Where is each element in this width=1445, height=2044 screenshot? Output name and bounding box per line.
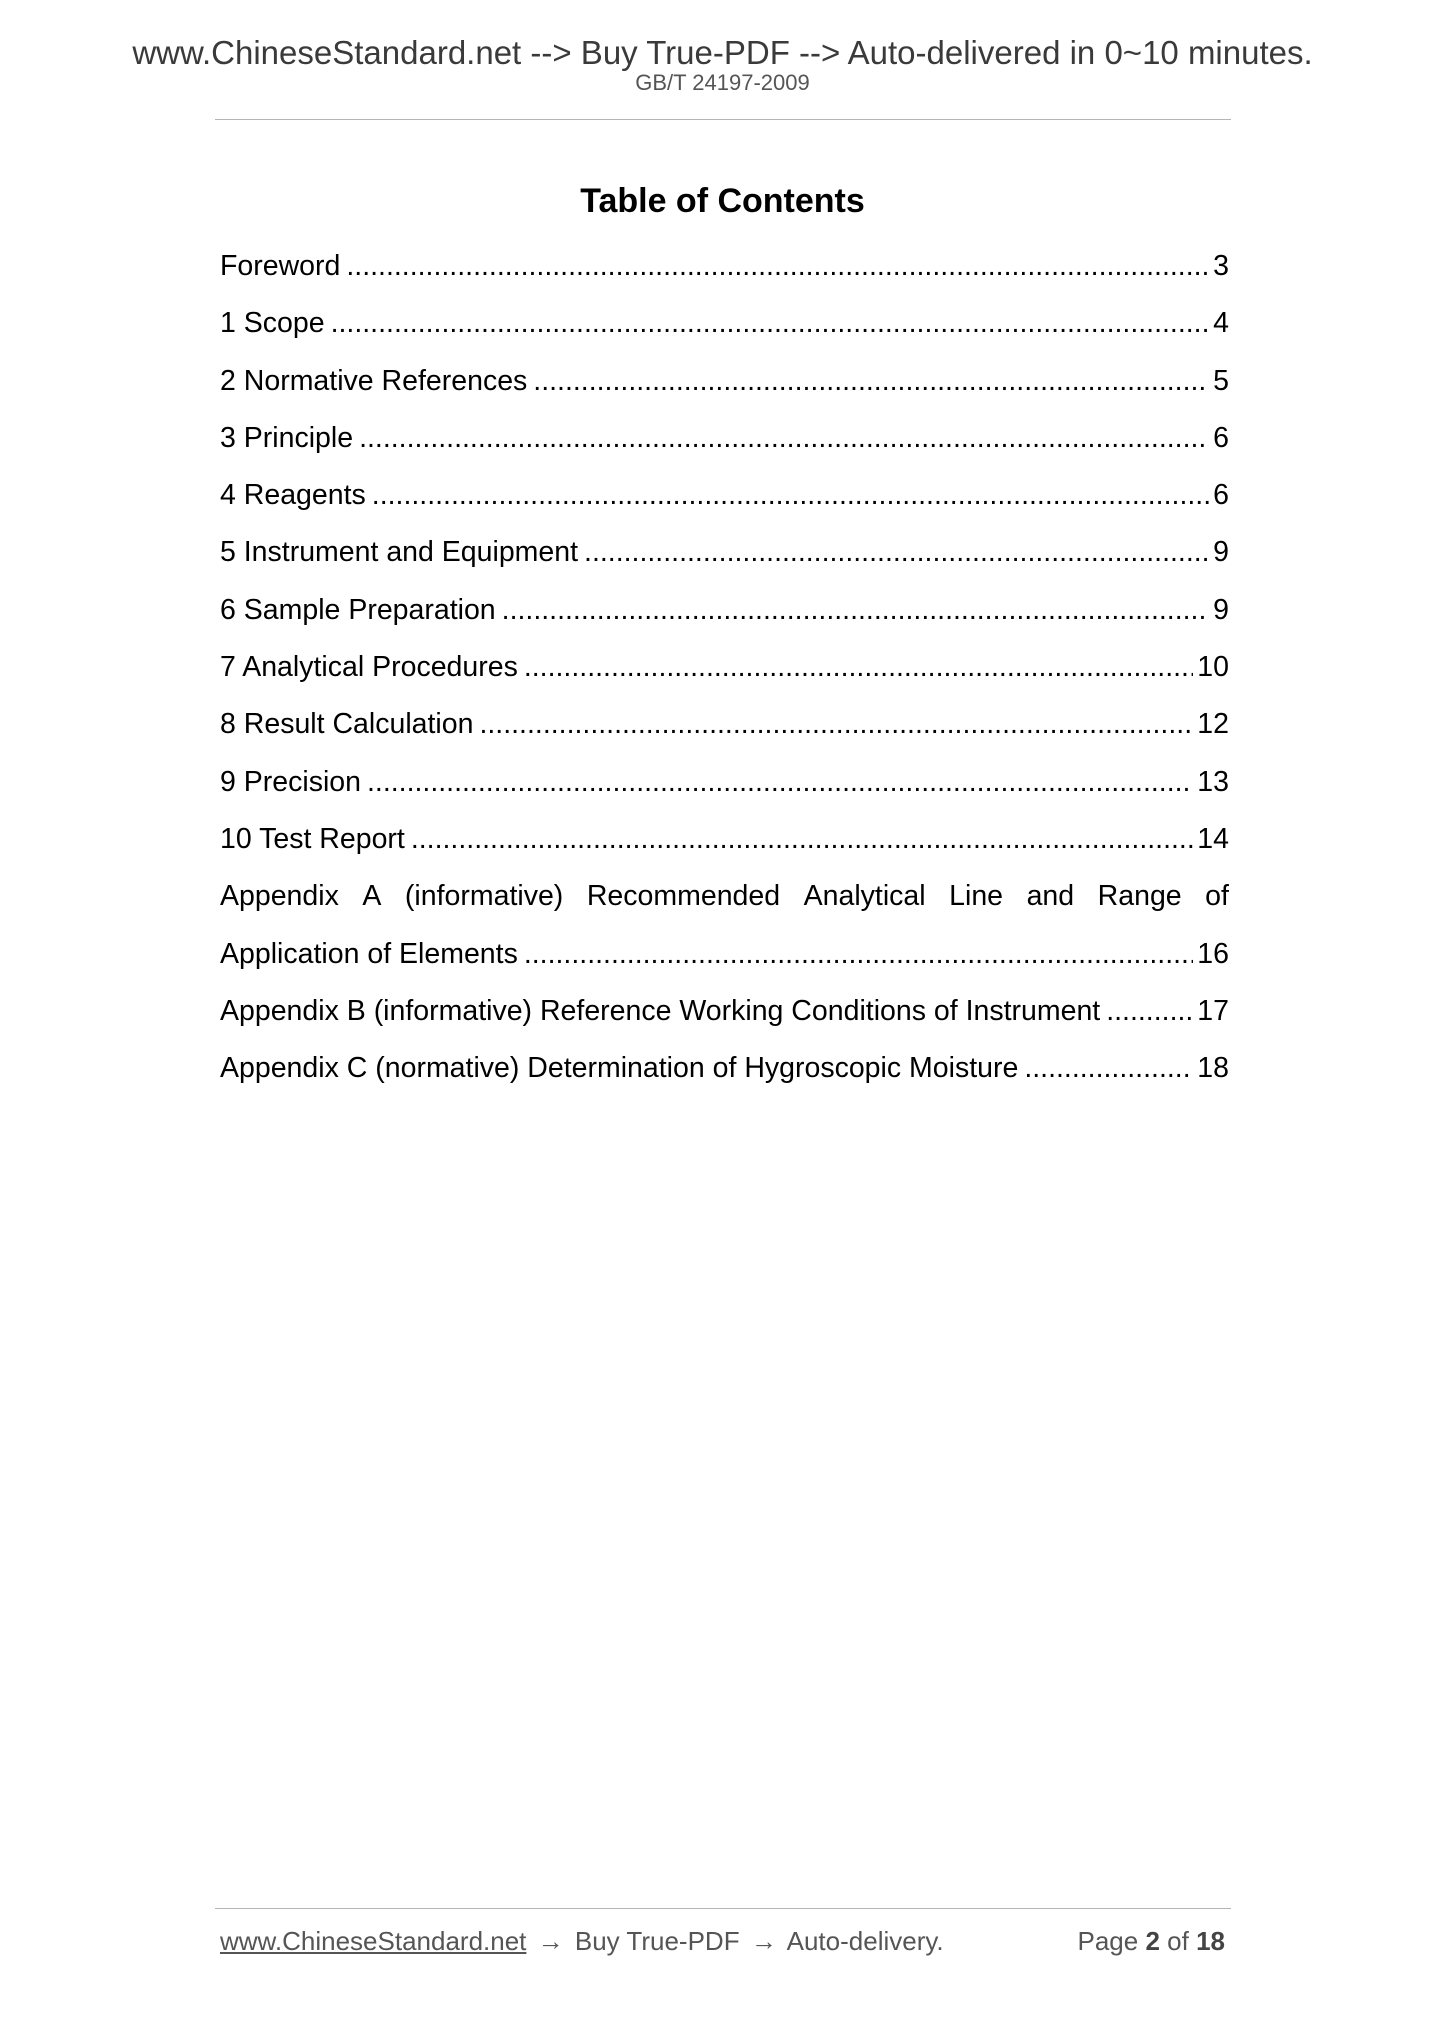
toc-entry-label: 5 Instrument and Equipment (220, 536, 579, 569)
toc-entry-appendix-a-line2[interactable] (220, 937, 1229, 997)
toc-dot-leader (331, 309, 1210, 338)
toc-word: Analytical (803, 880, 926, 913)
table-of-contents (220, 252, 1229, 1111)
page-number (1077, 1928, 1225, 1954)
toc-dot-leader (1024, 1054, 1193, 1083)
top-banner[interactable]: www.ChineseStandard.net --> Buy True-PDF --> Auto-delivered in 0~10 minutes. (132, 34, 1313, 71)
header-divider (215, 119, 1231, 120)
footer-site-link[interactable]: www.ChineseStandard.net (220, 1926, 527, 1956)
toc-entry-page: 16 (1197, 937, 1229, 970)
toc-word: A (362, 880, 382, 913)
toc-entry-appendix-c[interactable] (220, 1054, 1229, 1111)
toc-word: of (1205, 880, 1229, 913)
toc-dot-leader (524, 940, 1193, 969)
toc-dot-leader (367, 768, 1193, 797)
toc-entry-label: 10 Test Report (220, 822, 405, 855)
toc-entry-page: 9 (1213, 593, 1229, 626)
arrow-right-icon: → (537, 1926, 564, 1956)
toc-entry-label: 7 Analytical Procedures (220, 651, 518, 684)
page-total: 18 (1196, 1926, 1225, 1956)
toc-entry-appendix-a-line1[interactable] (220, 882, 1229, 939)
toc-entry-page: 3 (1213, 250, 1229, 282)
toc-entry-scope[interactable] (220, 309, 1229, 366)
document-code: GB/T 24197-2009 (635, 70, 810, 95)
toc-entry-label: Foreword (220, 250, 341, 282)
toc-dot-leader (346, 252, 1209, 281)
toc-entry-label: 6 Sample Preparation (220, 593, 496, 626)
toc-entry-label: Appendix B (informative) Reference Working Conditions of Instrument (220, 994, 1101, 1027)
footer-divider (215, 1908, 1231, 1909)
toc-word: Line (949, 880, 1004, 913)
footer-buy-text: Buy True-PDF (574, 1926, 740, 1956)
toc-entry-page: 12 (1197, 708, 1229, 741)
toc-word: and (1026, 880, 1075, 913)
page-footer (220, 1928, 1225, 1954)
toc-entry-page: 6 (1213, 421, 1229, 454)
page-word: Page (1077, 1926, 1139, 1956)
arrow-right-icon: → (750, 1926, 777, 1956)
toc-entry-page: 9 (1213, 536, 1229, 569)
footer-delivery-text: Auto-delivery. (786, 1926, 944, 1956)
toc-entry-page: 14 (1197, 822, 1229, 855)
toc-entry-page: 5 (1213, 364, 1229, 397)
toc-entry-sample-preparation[interactable] (220, 593, 1229, 653)
toc-entry-page: 10 (1197, 651, 1229, 684)
toc-dot-leader (479, 710, 1193, 739)
toc-dot-leader (1106, 997, 1193, 1026)
toc-entry-page: 4 (1213, 307, 1229, 340)
toc-dot-leader (411, 825, 1193, 854)
toc-word: Recommended (586, 880, 781, 913)
toc-entry-instrument-and-equipment[interactable] (220, 538, 1229, 595)
toc-entry-label: 1 Scope (220, 307, 325, 340)
toc-dot-leader (359, 424, 1209, 453)
toc-entry-analytical-procedures[interactable] (220, 653, 1229, 710)
toc-entry-label: 3 Principle (220, 421, 354, 454)
toc-entry-foreword[interactable] (220, 252, 1229, 309)
toc-title: Table of Contents (580, 182, 865, 220)
toc-entry-page: 13 (1197, 765, 1229, 798)
toc-word: Appendix (220, 880, 339, 913)
toc-entry-page: 6 (1213, 479, 1229, 512)
toc-dot-leader (584, 538, 1209, 567)
toc-entry-normative-references[interactable] (220, 364, 1229, 424)
toc-entry-appendix-b[interactable] (220, 994, 1229, 1054)
toc-word: (informative) (404, 880, 564, 913)
toc-entry-page: 17 (1197, 994, 1229, 1027)
toc-entry-precision[interactable] (220, 765, 1229, 825)
toc-dot-leader (533, 367, 1209, 396)
toc-dot-leader (524, 653, 1193, 682)
page-current: 2 (1145, 1926, 1160, 1956)
toc-entry-label: 4 Reagents (220, 479, 366, 512)
toc-entry-label: 9 Precision (220, 765, 361, 798)
toc-dot-leader (372, 481, 1209, 510)
toc-entry-label: Appendix C (normative) Determination of Hygroscopic Moisture (220, 1052, 1019, 1085)
toc-entry-label: 8 Result Calculation (220, 708, 474, 741)
toc-entry-reagents[interactable] (220, 481, 1229, 538)
toc-entry-principle[interactable] (220, 421, 1229, 481)
toc-dot-leader (502, 596, 1209, 625)
toc-entry-page: 18 (1197, 1052, 1229, 1085)
toc-word: Range (1097, 880, 1182, 913)
of-word: of (1167, 1926, 1189, 1956)
toc-entry-label: Application of Elements (220, 937, 518, 970)
toc-entry-test-report[interactable] (220, 822, 1229, 882)
toc-entry-result-calculation[interactable] (220, 710, 1229, 767)
toc-entry-label: 2 Normative References (220, 364, 528, 397)
